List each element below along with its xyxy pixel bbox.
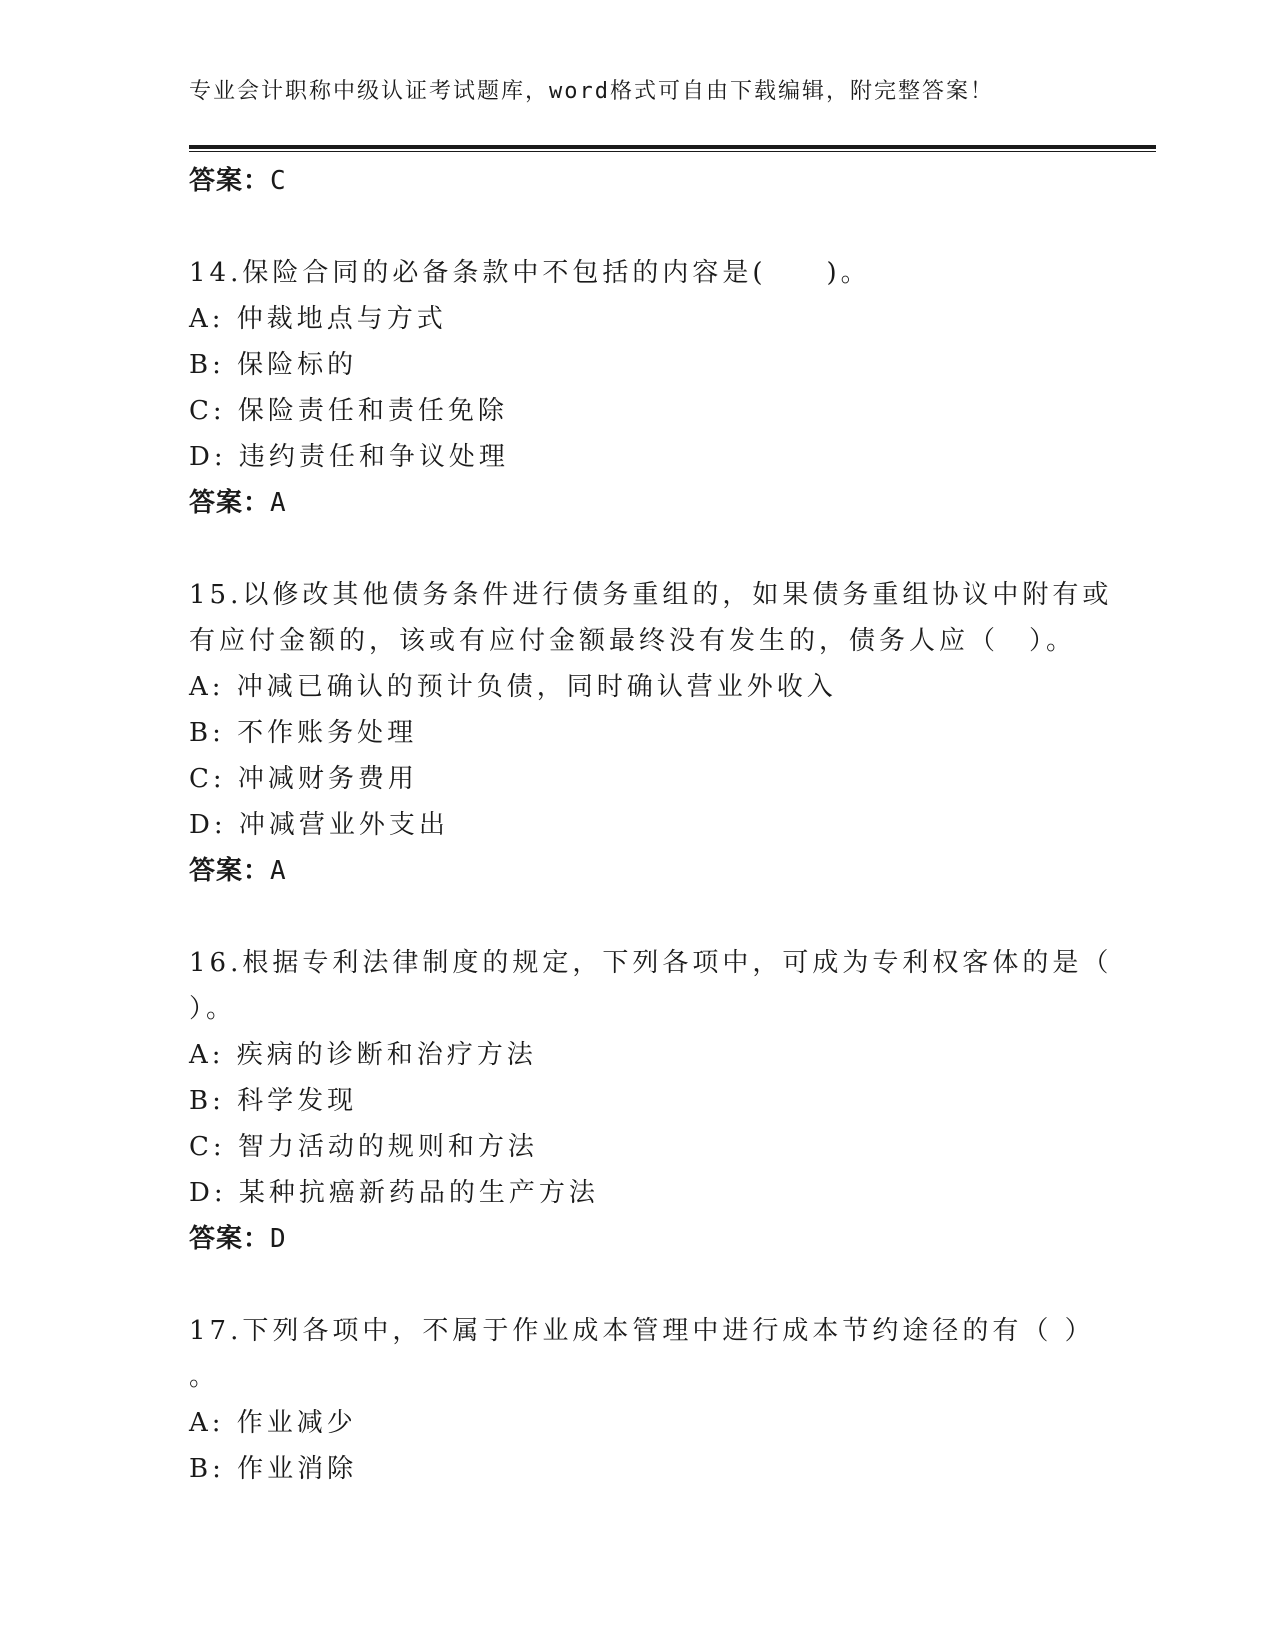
answer-line <box>189 158 1089 204</box>
answer-label: 答案： <box>189 488 271 518</box>
option-a: A: 冲减已确认的预计负债，同时确认营业外收入 <box>189 672 837 702</box>
option-c: C: 保险责任和责任免除 <box>189 396 508 426</box>
answer-value: C <box>270 166 287 196</box>
option-c: C: 冲减财务费用 <box>189 764 418 794</box>
question-stem-cont: 。 <box>189 1362 220 1392</box>
option-b: B: 保险标的 <box>189 350 358 380</box>
answer-label: 答案： <box>189 166 271 196</box>
option-b: B: 不作账务处理 <box>189 718 418 748</box>
answer-label: 答案： <box>189 856 271 886</box>
question-16 <box>189 940 1113 1262</box>
option-d: D: 某种抗癌新药品的生产方法 <box>189 1178 599 1208</box>
question-content <box>189 158 1113 1492</box>
question-stem: 15.以修改其他债务条件进行债务重组的，如果债务重组协议中附有或 <box>189 580 1113 610</box>
question-stem: 14.保险合同的必备条款中不包括的内容是( )。 <box>189 258 871 288</box>
option-b: B: 科学发现 <box>189 1086 358 1116</box>
option-a: A: 作业减少 <box>189 1408 357 1438</box>
question-17 <box>189 1308 1095 1492</box>
option-d: D: 冲减营业外支出 <box>189 810 449 840</box>
question-14 <box>189 250 1089 526</box>
option-d: D: 违约责任和争议处理 <box>189 442 509 472</box>
question-15 <box>189 572 1113 894</box>
answer-line <box>189 480 1089 526</box>
question-stem-cont: 有应付金额的，该或有应付金额最终没有发生的，债务人应（ ）。 <box>189 626 1077 656</box>
header-rule-thin <box>189 151 1156 152</box>
option-a: A: 仲裁地点与方式 <box>189 304 447 334</box>
answer-line <box>189 848 1089 894</box>
header-rule-thick <box>189 145 1156 149</box>
answer-value: D <box>270 1224 287 1254</box>
answer-line <box>189 1216 1089 1262</box>
page-header: 专业会计职称中级认证考试题库，word格式可自由下载编辑，附完整答案！ <box>189 79 994 104</box>
answer-label: 答案： <box>189 1224 271 1254</box>
answer-value: A <box>270 856 287 886</box>
option-b: B: 作业消除 <box>189 1454 358 1484</box>
question-stem: 17.下列各项中，不属于作业成本管理中进行成本节约途径的有（ ） <box>189 1316 1095 1346</box>
question-stem-cont: ）。 <box>189 994 237 1024</box>
option-a: A: 疾病的诊断和治疗方法 <box>189 1040 537 1070</box>
answer-value: A <box>270 488 287 518</box>
option-c: C: 智力活动的规则和方法 <box>189 1132 538 1162</box>
question-stem: 16.根据专利法律制度的规定，下列各项中，可成为专利权客体的是（ <box>189 948 1113 978</box>
